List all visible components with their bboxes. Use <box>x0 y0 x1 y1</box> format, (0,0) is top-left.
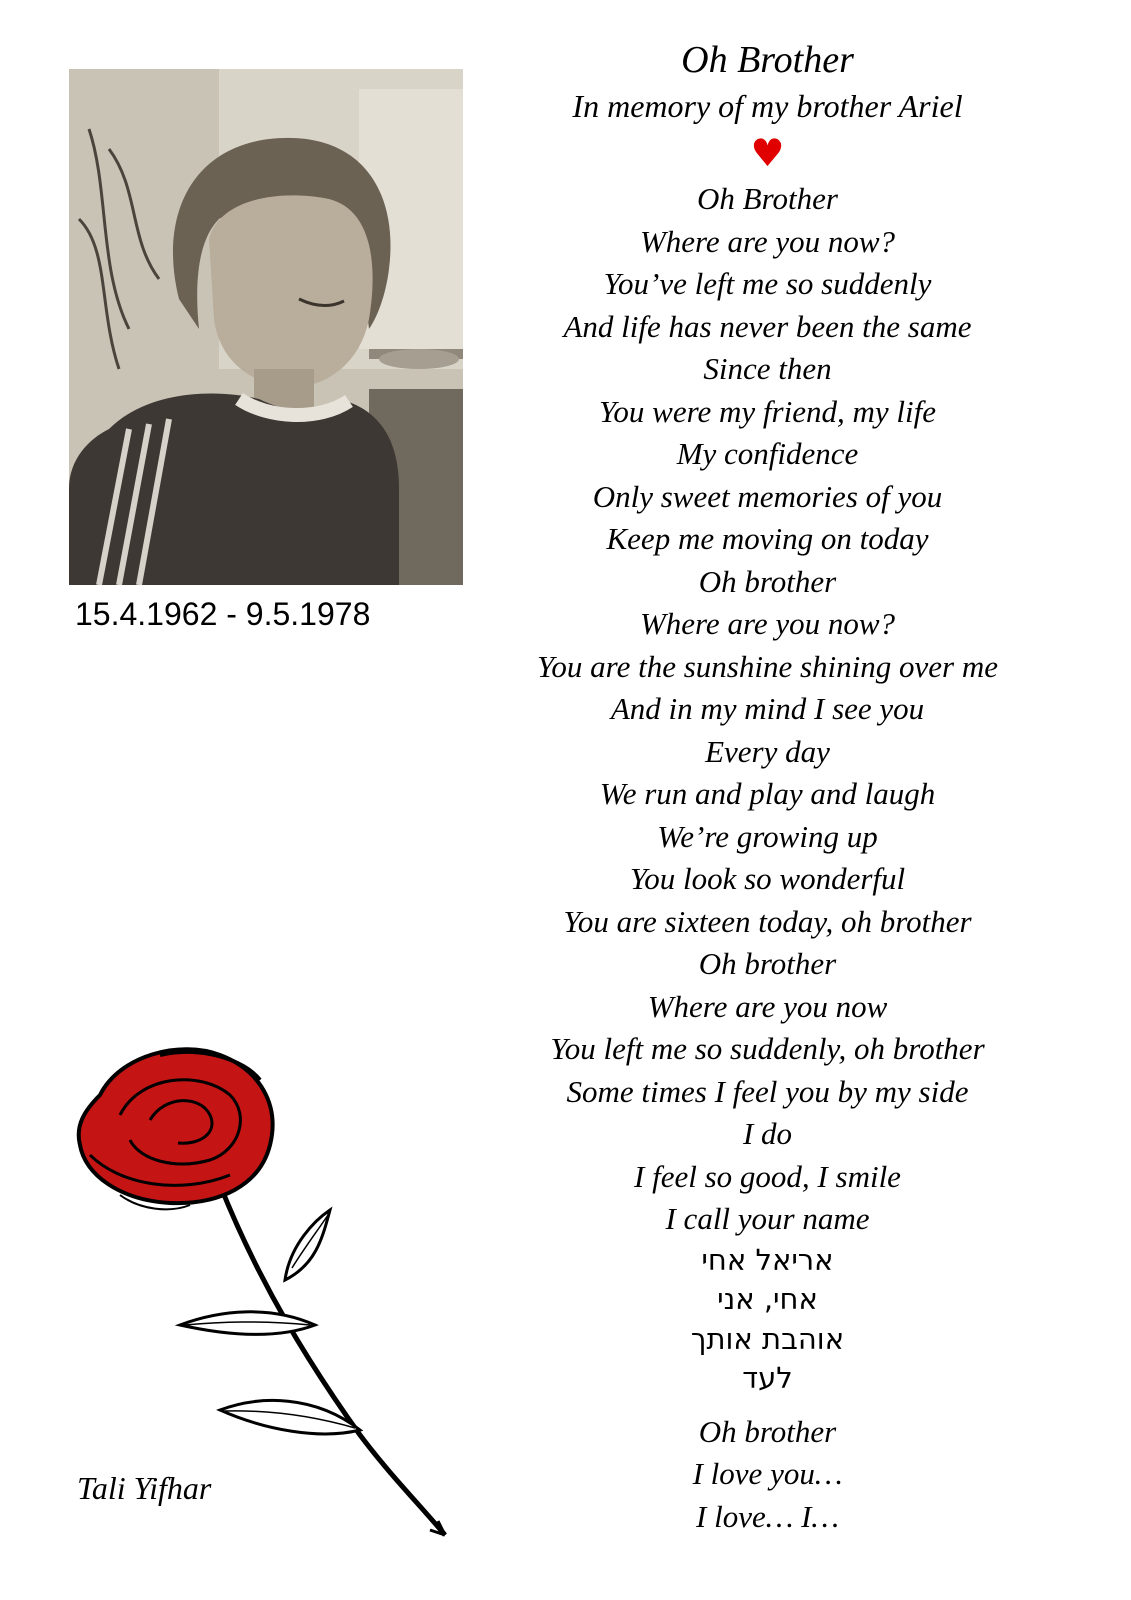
author-signature: Tali Yifhar <box>77 1470 212 1506</box>
poem-line: And in my mind I see you <box>610 691 925 726</box>
poem-line: My confidence <box>676 436 859 471</box>
hebrew-line: אחי, אני <box>717 1282 818 1316</box>
poem-line: Where are you now? <box>639 223 896 259</box>
heart-icon: ♥ <box>750 131 785 175</box>
poem-line: You are the sunshine shining over me <box>537 648 998 684</box>
poem-line: I do <box>742 1116 793 1151</box>
poem-line: Oh Brother <box>697 181 838 216</box>
poem-line: I call your name <box>665 1201 870 1236</box>
poem-title: Oh Brother <box>681 39 854 81</box>
poem-line: Only sweet memories of you <box>592 478 943 514</box>
hebrew-line: אריאל אחי <box>701 1242 834 1277</box>
poem-subtitle: In memory of my brother Ariel <box>572 88 963 124</box>
poem-line: We run and play and laugh <box>599 776 936 811</box>
poem-line: You left me so suddenly, oh brother <box>550 1031 985 1066</box>
poem-line: You look so wonderful <box>629 861 906 896</box>
poem <box>470 36 1065 1538</box>
poem-line: Some times I feel you by my side <box>566 1073 969 1109</box>
poem-line: Every day <box>705 733 830 769</box>
hebrew-line: אוהבת אותך <box>690 1321 845 1356</box>
closing-line: I love you… <box>692 1456 843 1491</box>
poem-line: You are sixteen today, oh brother <box>563 903 972 939</box>
life-dates: 15.4.1962 - 9.5.1978 <box>75 596 371 632</box>
closing-line: Oh brother <box>698 1413 837 1449</box>
poem-line: Oh brother <box>698 946 837 981</box>
memorial-photo <box>69 69 463 585</box>
poem-line: And life has never been the same <box>563 308 972 344</box>
poem-line: Where are you now <box>647 988 888 1024</box>
poem-lines <box>470 178 1065 1241</box>
poem-line: Keep me moving on today <box>606 521 929 556</box>
closing-lines <box>470 1411 1065 1539</box>
poem-line: I feel so good, I smile <box>634 1158 901 1194</box>
hebrew-line: לעד <box>742 1361 793 1395</box>
poem-line: Since then <box>703 351 832 386</box>
closing-line: I love… I… <box>696 1498 839 1534</box>
hebrew-lines <box>470 1241 1065 1399</box>
poem-line: We’re growing up <box>657 818 878 854</box>
poem-line: You’ve left me so suddenly <box>603 266 932 301</box>
poem-line: You were my friend, my life <box>599 393 936 429</box>
poem-line: Where are you now? <box>639 606 896 641</box>
poem-line: Oh brother <box>698 563 837 599</box>
